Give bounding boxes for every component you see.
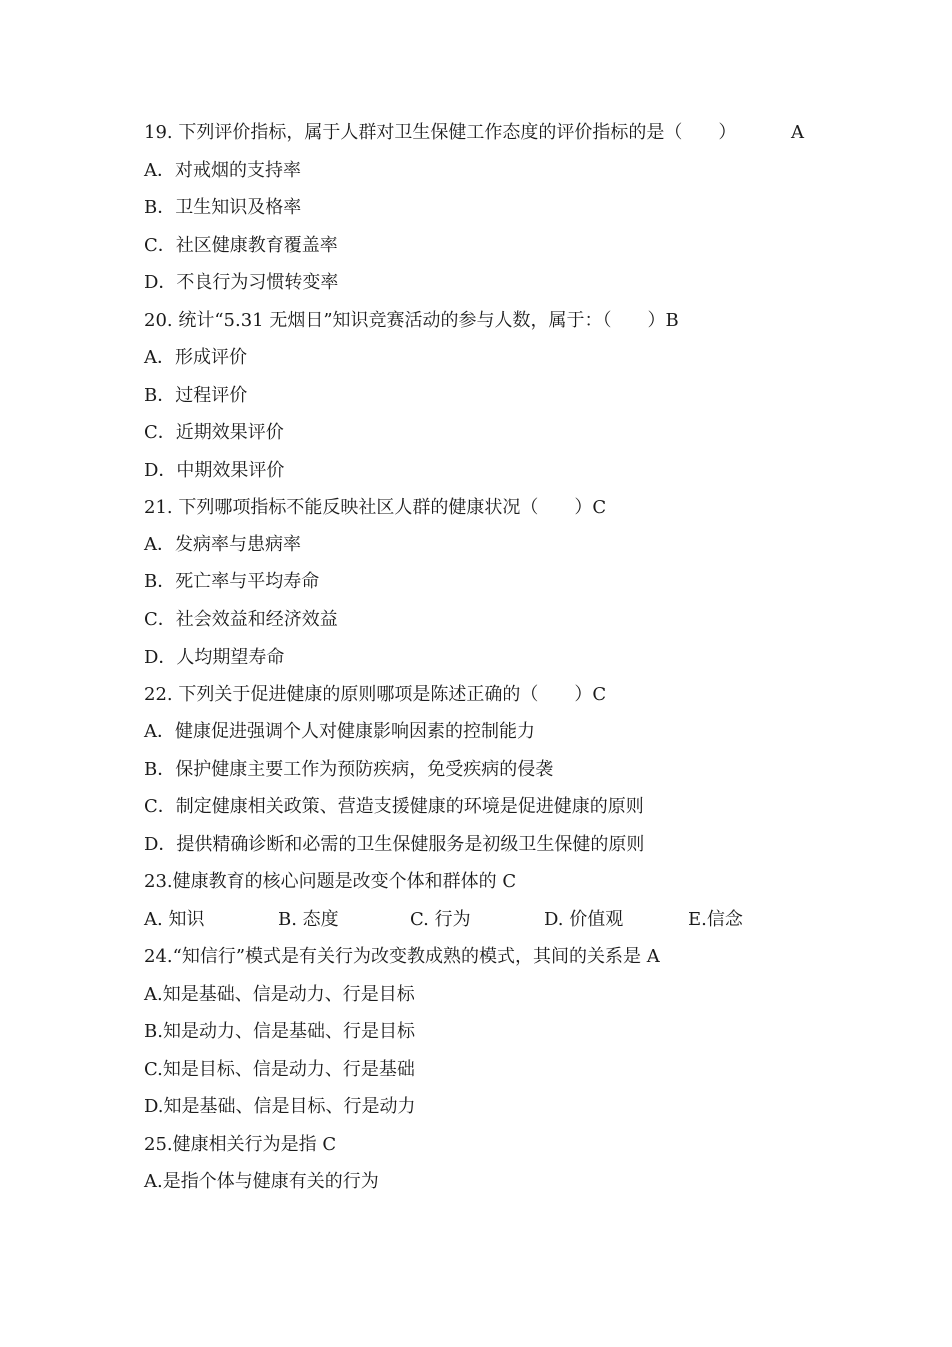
question-19-option-b: B．卫生知识及格率 (144, 197, 302, 218)
question-19-option-d: D．不良行为习惯转变率 (144, 272, 339, 293)
question-24-stem: 24.“知信行”模式是有关行为改变教成熟的模式，其间的关系是 A (144, 946, 660, 967)
question-20-option-d: D．中期效果评价 (144, 460, 285, 481)
question-20-option-c: C．近期效果评价 (144, 422, 284, 443)
question-23-option-b: B. 态度 (278, 909, 339, 930)
question-21-option-b: B．死亡率与平均寿命 (144, 571, 320, 592)
question-24-option-c: C.知是目标、信是动力、行是基础 (144, 1059, 415, 1080)
question-21-option-c: C．社会效益和经济效益 (144, 609, 338, 630)
question-21-stem: 21. 下列哪项指标不能反映社区人群的健康状况（ ）C (144, 497, 607, 518)
question-24-option-a: A.知是基础、信是动力、行是目标 (144, 984, 415, 1005)
question-24-option-b: B.知是动力、信是基础、行是目标 (144, 1021, 415, 1042)
question-20-option-a: A．形成评价 (144, 347, 247, 368)
question-22-stem: 22. 下列关于促进健康的原则哪项是陈述正确的（ ）C (144, 684, 607, 705)
question-24-option-d: D.知是基础、信是目标、行是动力 (144, 1096, 416, 1117)
question-25-stem: 25.健康相关行为是指 C (144, 1134, 337, 1155)
question-20-option-b: B．过程评价 (144, 385, 248, 406)
question-19-option-a: A．对戒烟的支持率 (144, 160, 301, 181)
question-22-option-a: A．健康促进强调个人对健康影响因素的控制能力 (144, 721, 535, 742)
question-22-option-c: C．制定健康相关政策、营造支援健康的环境是促进健康的原则 (144, 796, 644, 817)
question-22-option-d: D．提供精确诊断和必需的卫生保健服务是初级卫生保健的原则 (144, 834, 645, 855)
question-22-option-b: B．保护健康主要工作为预防疾病，免受疾病的侵袭 (144, 759, 554, 780)
question-21-option-d: D．人均期望寿命 (144, 647, 285, 668)
question-23-option-d: D. 价值观 (544, 909, 624, 930)
question-25-option-a: A.是指个体与健康有关的行为 (144, 1171, 379, 1192)
question-19-stem: 19. 下列评价指标，属于人群对卫生保健工作态度的评价指标的是（ ） (144, 122, 737, 143)
question-23-option-a: A. 知识 (144, 909, 205, 930)
question-20-stem: 20. 统计“5.31 无烟日”知识竞赛活动的参与人数，属于：（ ）B (144, 310, 679, 331)
question-19-answer: A (791, 122, 804, 143)
question-23-option-c: C. 行为 (410, 909, 471, 930)
question-23-option-e: E.信念 (688, 909, 743, 930)
question-21-option-a: A．发病率与患病率 (144, 534, 301, 555)
question-23-stem: 23.健康教育的核心问题是改变个体和群体的 C (144, 871, 517, 892)
question-19-option-c: C．社区健康教育覆盖率 (144, 235, 338, 256)
